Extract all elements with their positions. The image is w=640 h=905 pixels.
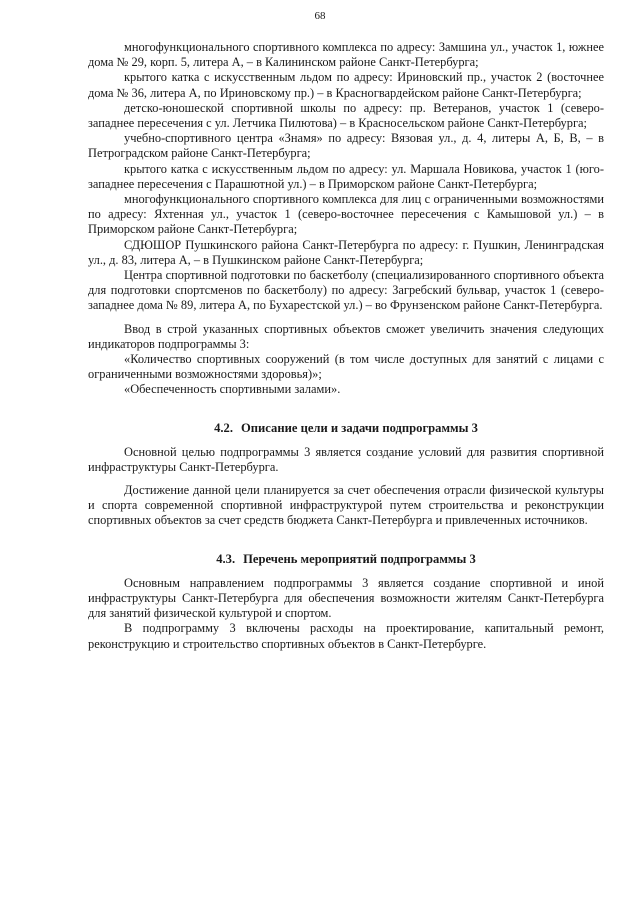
list-item: СДЮШОР Пушкинского района Санкт-Петербурга по адресу: г. Пушкин, Ленинградская ул., д. 83, литера А, – в Пушкинском районе Санкт-Петербурга;	[88, 237, 604, 267]
list-item: крытого катка с искусственным льдом по адресу: Ириновский пр., участок 2 (восточнее дома № 36, литера А, по Ириновскому пр.) – в Красногвардейском районе Санкт-Петербурга;	[88, 70, 604, 100]
list-item: многофункционального спортивного комплекса по адресу: Замшина ул., участок 1, южнее дома № 29, корп. 5, литера А, – в Калининском районе Санкт-Петербурга;	[88, 40, 604, 70]
paragraph: В подпрограмму 3 включены расходы на проектирование, капитальный ремонт, реконструкцию и строительство спортивных объектов в Санкт-Петербурге.	[88, 621, 604, 651]
indicator-item: «Обеспеченность спортивными залами».	[124, 382, 341, 397]
page-number: 68	[314, 10, 326, 22]
document-body	[88, 40, 604, 652]
section-number: 4.2.	[214, 420, 233, 435]
section-heading-4-3	[88, 552, 604, 567]
paragraph: Основным направлением подпрограммы 3 является создание спортивной и иной инфраструктуры Санкт-Петербурга для обеспечения возможности жителям Санкт-Петербурга для занятий физической культурой и спортом.	[88, 575, 604, 621]
list-item: многофункционального спортивного комплекса для лиц с ограниченными возможностями по адресу: Яхтенная ул., участок 1 (северо-восточнее пересечения с Камышовой ул.) – в Приморском районе Санкт-Петербурга;	[88, 192, 604, 237]
list-item: крытого катка с искусственным льдом по адресу: ул. Маршала Новикова, участок 1 (юго-западнее пересечения с Парашютной ул.) – в Приморском районе Санкт-Петербурга;	[88, 161, 604, 191]
section-title: Перечень мероприятий подпрограммы 3	[243, 551, 476, 566]
paragraph: Достижение данной цели планируется за счет обеспечения отрасли физической культуры и спорта современной спортивной инфраструктурой путем строительства и реконструкции спортивных объектов за счет средств бюджета Санкт-Петербурга и привлеченных источников.	[88, 483, 604, 528]
paragraph: Основной целью подпрограммы 3 является создание условий для развития спортивной инфраструктуры Санкт-Петербурга.	[88, 444, 604, 474]
indicator-item: «Количество спортивных сооружений (в том числе доступных для занятий с лицами с ограниченными возможностями здоровья)»;	[88, 352, 604, 382]
section-title: Описание цели и задачи подпрограммы 3	[240, 420, 478, 435]
section-heading-4-2	[88, 421, 604, 436]
list-item: детско-юношеской спортивной школы по адресу: пр. Ветеранов, участок 1 (северо-западнее пересечения с ул. Летчика Пилютова) – в Красносельском районе Санкт-Петербурга;	[88, 100, 604, 131]
section-number: 4.3.	[216, 551, 236, 566]
list-item: учебно-спортивного центра «Знамя» по адресу: Вязовая ул., д. 4, литеры А, Б, В, – в Петроградском районе Санкт-Петербурга;	[88, 131, 604, 161]
indicators-intro: Ввод в строй указанных спортивных объектов сможет увеличить значения следующих индикаторов подпрограммы 3:	[88, 321, 604, 351]
list-item: Центра спортивной подготовки по баскетболу (специализированного спортивного объекта для подготовки спортсменов по баскетболу) по адресу: Загребский бульвар, участок 1 (северо-западнее дома № 89, литера А, по Бухарестской ул.) – во Фрунзенском районе Санкт-Петербурга.	[88, 268, 604, 313]
